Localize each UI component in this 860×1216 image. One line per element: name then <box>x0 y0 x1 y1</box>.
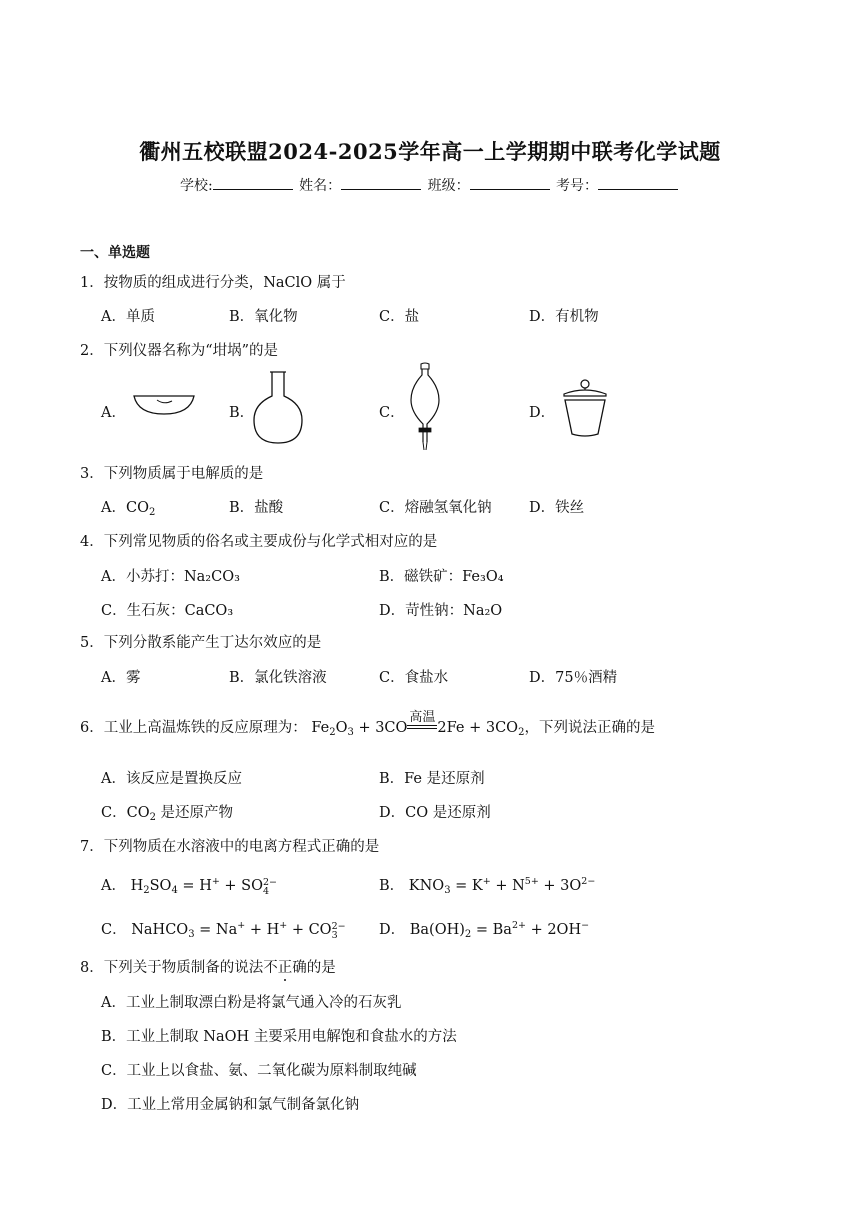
q6-option-b[interactable]: B．Fe 是还原剂 <box>379 771 485 787</box>
q4-option-b[interactable]: B．磁铁矿：Fe₃O₄ <box>379 569 504 585</box>
q8-option-d[interactable]: D．工业上常用金属钠和氯气制备氯化钠 <box>101 1097 360 1113</box>
q6-option-c-text: C．CO <box>101 805 150 821</box>
q3-option-c[interactable]: C．熔融氢氧化钠 <box>379 500 492 516</box>
q8-option-b[interactable]: B．工业上制取 NaOH 主要采用电解饱和食盐水的方法 <box>101 1029 457 1045</box>
q1-option-b[interactable]: B．氧化物 <box>229 309 298 325</box>
q3-option-b[interactable]: B．盐酸 <box>229 500 284 516</box>
q8-stem-suffix: 的是 <box>306 960 336 976</box>
q3-option-a-sub: 2 <box>148 507 156 518</box>
q4-option-c[interactable]: C．生石灰：CaCO₃ <box>101 603 234 619</box>
q3-option-a[interactable] <box>101 496 155 518</box>
q5-option-a[interactable]: A．雾 <box>101 670 141 686</box>
question-7-stem: 7．下列物质在水溶液中的电离方程式正确的是 <box>80 839 380 855</box>
q5-option-b[interactable]: B．氯化铁溶液 <box>229 670 327 686</box>
q7-option-d-label: D． <box>379 922 406 938</box>
q6-option-c-sub: 2 <box>149 812 156 823</box>
crucible-icon <box>560 378 610 438</box>
q7-option-b-label: B． <box>379 878 405 894</box>
number-blank[interactable] <box>598 176 678 190</box>
question-5-stem: 5．下列分散系能产生丁达尔效应的是 <box>80 635 322 651</box>
q6-option-a[interactable]: A．该反应是置换反应 <box>101 771 242 787</box>
q2-option-c[interactable]: C． <box>379 405 405 421</box>
page-title: 衢州五校联盟2024-2025学年高一上学期期中联考化学试题 <box>139 139 721 164</box>
q7-option-b[interactable]: B． $KNO_3 = K^+ + N^{5+} + 3O^{2-}$ <box>379 876 596 896</box>
q6-stem-suffix: ，下列说法正确的是 <box>524 720 655 736</box>
q4-option-d[interactable]: D．苛性钠：Na₂O <box>379 603 503 619</box>
q7-option-a[interactable]: A． $H_2SO_4 = H^+$ + SO 2− 4 <box>101 876 278 897</box>
name-label: 姓名： <box>299 178 342 194</box>
q1-option-d[interactable]: D．有机物 <box>529 309 599 325</box>
name-blank[interactable] <box>341 176 421 190</box>
q6-option-c[interactable] <box>101 801 233 823</box>
question-2-stem: 2．下列仪器名称为“坩埚”的是 <box>80 343 279 359</box>
q2-option-b[interactable]: B． <box>229 405 255 421</box>
question-1-stem: 1．按物质的组成进行分类，NaClO 属于 <box>80 275 346 291</box>
q8-option-a[interactable]: A．工业上制取漂白粉是将氯气通入冷的石灰乳 <box>101 995 402 1011</box>
q3-option-a-text: A．CO <box>101 500 149 516</box>
question-3-stem: 3．下列物质属于电解质的是 <box>80 466 264 482</box>
school-label: 学校: <box>179 178 213 194</box>
evaporating-dish-icon <box>132 388 196 418</box>
student-info-row <box>0 175 860 195</box>
q6-equation: $Fe_2O_3 + 3CO$ 高温 $2Fe + 3CO_2$ <box>311 720 524 736</box>
number-label: 考号： <box>556 178 599 194</box>
q1-option-a[interactable]: A．单质 <box>101 309 155 325</box>
round-bottom-flask-icon <box>250 370 306 446</box>
q8-option-c[interactable]: C．工业上以食盐、氨、二氧化碳为原料制取纯碱 <box>101 1063 417 1079</box>
q6-condition: 高温 <box>409 710 436 725</box>
school-blank[interactable] <box>213 176 293 190</box>
q8-stem-emphasis: 不正确 <box>263 960 307 976</box>
q8-stem-prefix: 8．下列关于物质制备的说法 <box>80 960 264 976</box>
q7-option-c-label: C． <box>101 922 127 938</box>
question-4-stem: 4．下列常见物质的俗名或主要成份与化学式相对应的是 <box>80 534 438 550</box>
q2-option-a[interactable]: A． <box>101 405 126 421</box>
q7-option-a-label: A． <box>101 878 126 894</box>
q3-option-d[interactable]: D．铁丝 <box>529 500 585 516</box>
q5-option-d[interactable]: D．75％酒精 <box>529 670 618 686</box>
q6-option-c-tail: 是还原产物 <box>155 805 234 821</box>
separatory-funnel-icon <box>408 362 442 452</box>
q5-option-c[interactable]: C．食盐水 <box>379 670 449 686</box>
question-8-stem <box>80 956 336 977</box>
q1-option-c[interactable]: C．盐 <box>379 309 420 325</box>
q6-stem-prefix: 6．工业上高温炼铁的反应原理为： <box>80 720 307 736</box>
q7-option-d[interactable]: D． $Ba(OH)_2 = Ba^{2+} + 2OH^-$ <box>379 920 590 940</box>
q7-option-c[interactable]: C． NaHCO$_3$ = Na+ + H+ + CO 2− 3 <box>101 920 346 941</box>
section-title: 一、单选题 <box>80 245 150 261</box>
q4-option-a[interactable]: A．小苏打：Na₂CO₃ <box>101 569 240 585</box>
q6-option-d[interactable]: D．CO 是还原剂 <box>379 805 491 821</box>
q2-option-d[interactable]: D． <box>529 405 556 421</box>
class-label: 班级： <box>427 178 470 194</box>
class-blank[interactable] <box>470 176 550 190</box>
question-6-stem <box>80 710 655 738</box>
